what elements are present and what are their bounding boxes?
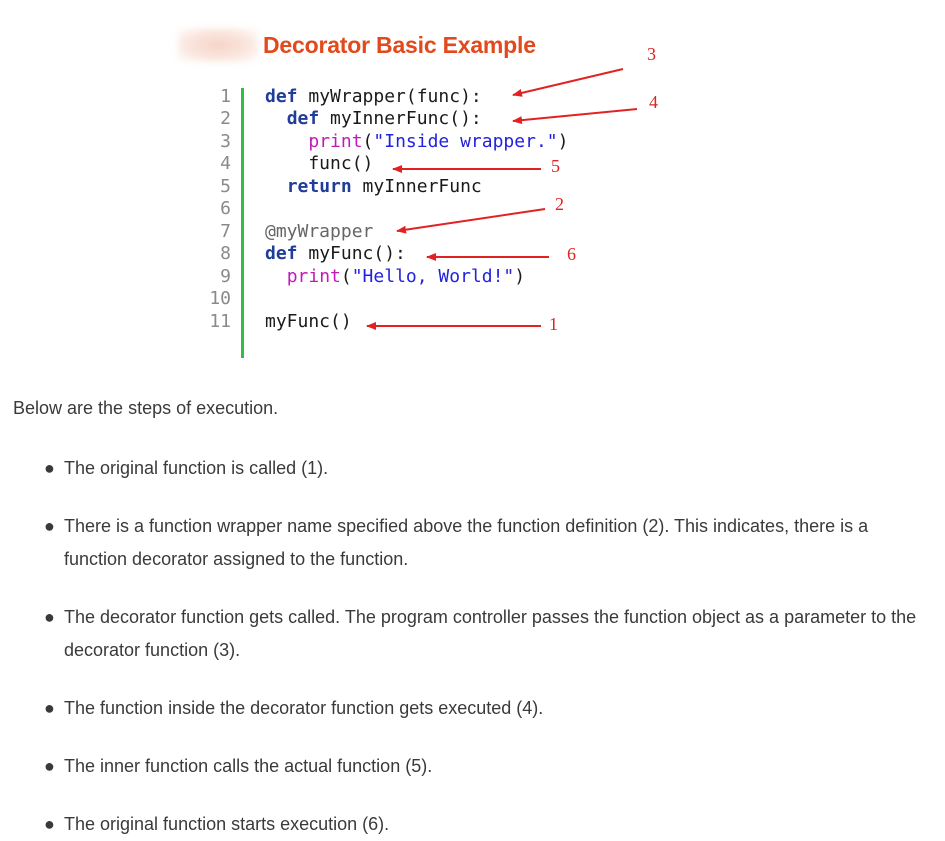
step-text: The original function is called (1). bbox=[64, 458, 329, 478]
arrow-4 bbox=[513, 109, 637, 121]
code-token: def bbox=[286, 108, 320, 129]
marker-2: 2 bbox=[555, 194, 564, 214]
marker-5: 5 bbox=[551, 156, 560, 176]
bullet-icon: ● bbox=[44, 458, 55, 478]
step-text: The function inside the decorator function gets executed (4). bbox=[64, 698, 544, 718]
code-token: myFunc(): bbox=[297, 243, 406, 264]
code-token: @myWrapper bbox=[265, 221, 374, 242]
step-item bbox=[44, 692, 924, 725]
code-token: myWrapper(func): bbox=[297, 86, 482, 107]
line-number: 3 bbox=[220, 131, 231, 152]
step-item bbox=[44, 750, 924, 783]
marker-1: 1 bbox=[549, 314, 558, 334]
code-token: def bbox=[265, 243, 298, 264]
line-number: 1 bbox=[220, 86, 231, 107]
bullet-icon: ● bbox=[44, 607, 55, 627]
marker-4: 4 bbox=[649, 92, 658, 112]
bullet-icon: ● bbox=[44, 516, 55, 536]
code-token: ) bbox=[514, 266, 526, 287]
arrow-2 bbox=[397, 209, 545, 231]
bullet-icon: ● bbox=[44, 756, 55, 776]
code-token: ) bbox=[557, 131, 569, 152]
annotation-arrows bbox=[175, 22, 695, 352]
step-text: The original function starts execution (6). bbox=[64, 814, 390, 834]
code-token: return bbox=[286, 176, 352, 197]
line-number: 4 bbox=[220, 153, 231, 174]
code-figure bbox=[175, 22, 695, 352]
line-number: 6 bbox=[220, 198, 231, 219]
code-token: print bbox=[308, 131, 363, 152]
code-token: "Hello, World!" bbox=[351, 266, 515, 287]
intro-text: Below are the steps of execution. bbox=[13, 398, 279, 418]
bullet-icon: ● bbox=[44, 814, 55, 834]
arrow-3 bbox=[513, 69, 623, 95]
bullet-icon: ● bbox=[44, 698, 55, 718]
step-item bbox=[44, 808, 924, 841]
line-number: 7 bbox=[220, 221, 231, 242]
line-number: 11 bbox=[209, 311, 231, 332]
code-token: def bbox=[265, 86, 298, 107]
step-text: The decorator function gets called. The program controller passes the function object as a parameter to the decorator function (3). bbox=[64, 607, 917, 660]
code-token: myFunc() bbox=[265, 311, 352, 332]
code-token: myInnerFunc bbox=[351, 176, 482, 197]
step-text: There is a function wrapper name specified above the function definition (2). This indicates, there is a function decorator assigned to the function. bbox=[64, 516, 869, 569]
step-item bbox=[44, 510, 924, 576]
code-token: print bbox=[286, 266, 341, 287]
step-item bbox=[44, 452, 924, 485]
code-token: ( bbox=[340, 266, 352, 287]
line-number: 5 bbox=[220, 176, 231, 197]
step-text: The inner function calls the actual function (5). bbox=[64, 756, 433, 776]
marker-3: 3 bbox=[647, 44, 656, 64]
line-number: 8 bbox=[220, 243, 231, 264]
code-token: ( bbox=[362, 131, 374, 152]
line-number: 9 bbox=[220, 266, 231, 287]
line-number: 2 bbox=[220, 108, 231, 129]
line-number: 10 bbox=[209, 288, 231, 309]
code-token: myInnerFunc(): bbox=[319, 108, 482, 129]
figure-title: Decorator Basic Example bbox=[263, 32, 536, 58]
code-token: func() bbox=[265, 153, 374, 174]
step-item bbox=[44, 601, 924, 667]
code-token: "Inside wrapper." bbox=[373, 131, 558, 152]
marker-6: 6 bbox=[567, 244, 576, 264]
